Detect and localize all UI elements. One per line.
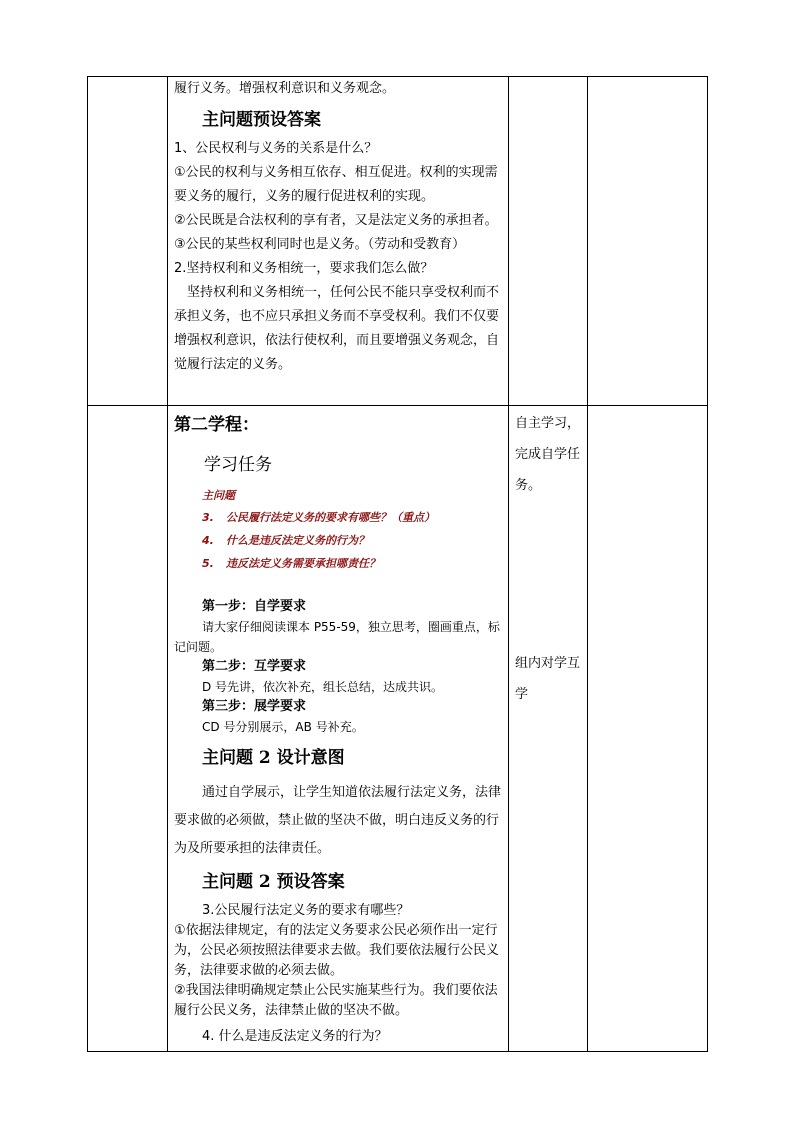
question: 4. 什么是违反法定义务的行为？ [202,1029,388,1044]
question-text: 什么是违反法定义务的行为？ [226,534,369,547]
step-heading: 第二步：互学要求 [202,659,307,674]
main-question-item [174,506,502,529]
main-question-item [174,552,502,575]
notes-cell [509,406,588,1052]
content-cell [168,406,509,1052]
empty-cell [88,406,168,1052]
main-question-label: 主问题 [202,489,235,502]
question-number: 3. [202,511,214,524]
steps [174,597,502,737]
task-title: 学习任务 [204,455,272,475]
table-row [88,406,708,1052]
empty-cell [588,406,708,1052]
answer-paragraph: 坚持权利和义务相统一，任何公民不能只享受权利而不承担义务，也不应只承担义务而不享受权利。我们不仅要增强权利意识，依法行使权利，而且要增强义务观念，自觉履行法定的义务。 [174,285,500,372]
question: 2.坚持权利和义务相统一，要求我们怎么做？ [174,261,434,276]
question: 3.公民履行法定义务的要求有哪些？ [202,903,410,918]
answer-point: ②我国法律明确规定禁止公民实施某些行为。我们要依法履行公民义务，法律禁止做的坚决不做。 [174,983,498,1018]
step-heading: 第三步：展学要求 [202,699,307,714]
question-number: 4. [202,534,214,547]
section-heading: 主问题预设答案 [202,110,321,130]
stage-title: 第二学程： [174,415,259,435]
step-heading: 第一步：自学要求 [202,599,307,614]
design-intent: 通过自学展示，让学生知道依法履行法定义务，法律要求做的必须做，禁止做的坚决不做，明白违反义务的行为及所要承担的法律责任。 [174,785,502,856]
step-body: D 号先讲，依次补充，组长总结，达成共识。 [202,680,444,694]
empty-cell [509,77,588,406]
empty-cell [588,77,708,406]
table-row [88,77,708,406]
answer-point: ①依据法律规定，有的法定义务要求公民必须作出一定行为，公民必须按照法律要求去做。我们要依法履行公民义务，法律要求做的必须去做。 [174,923,500,978]
content-cell [168,77,509,406]
section-heading: 主问题 2 预设答案 [202,872,345,892]
activity-note: 自主学习，完成自学任务。 [515,416,581,493]
question-number: 5. [202,557,214,570]
section-heading: 主问题 2 设计意图 [202,748,345,768]
answer-point: ①公民的权利与义务相互依存、相互促进。权利的实现需要义务的履行，义务的履行促进权利的实现。 [174,165,498,204]
step-body: 请大家仔细阅读课本 P55-59，独立思考，圈画重点，标记问题。 [174,620,500,654]
main-question-item [174,529,502,552]
question: 1、公民权利与义务的关系是什么？ [174,141,378,156]
lesson-plan-table [87,76,708,1052]
step-body: CD 号分别展示，AB 号补充。 [202,720,364,734]
main-questions [174,486,502,575]
empty-cell [88,77,168,406]
question-text: 公民履行法定义务的要求有哪些？（重点） [226,511,435,524]
answer-point: ③公民的某些权利同时也是义务。（劳动和受教育） [174,237,466,252]
answer-point: ②公民既是合法权利的享有者，又是法定义务的承担者。 [174,213,498,228]
question-text: 违反法定义务需要承担哪责任？ [226,557,380,570]
activity-note: 组内对学互学 [515,656,581,702]
paragraph: 履行义务。增强权利意识和义务观念。 [174,81,396,96]
